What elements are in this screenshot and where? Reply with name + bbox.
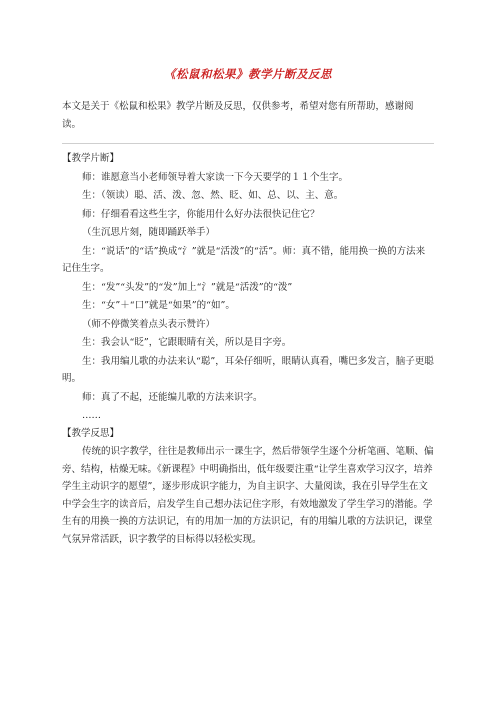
document-title: 《松鼠和松果》教学片断及反思 bbox=[164, 67, 332, 81]
fragment-line: 师：真了不起，还能编儿歌的方法来识字。 bbox=[82, 391, 263, 403]
document-body bbox=[62, 150, 434, 549]
intro-paragraph: 本文是关于《松鼠和松果》教学片断及反思，仅供参考，希望对您有所帮助，感谢阅读。 bbox=[62, 101, 414, 130]
fragment-line: （生沉思片刻，随即踊跃举手） bbox=[82, 227, 216, 238]
ellipsis-text: …… bbox=[82, 410, 101, 421]
fragment-line: 师：谁愿意当小老师领导着大家读一下今天要学的１１个生字。 bbox=[82, 171, 349, 183]
fragment-heading: 【教学片断】 bbox=[62, 153, 120, 164]
fragment-line: 生：我会认“眨”，它跟眼睛有关，所以是目字旁。 bbox=[82, 337, 292, 348]
reflection-paragraph: 传统的识字教学，往往是教师出示一课生字，然后带领学生逐个分析笔画、笔顺、偏旁、结构，枯燥无味。《新课程》中明确指出，低年级要注重“让学生喜欢学习汉字，培养学生主动识字的愿望”，逐步形成识字能力，为自主识字、大量阅读，我在引导学生在文中学会生字的读音后，启发学生自己想办法记住字形，有效地激发了学生学习的潜能。学生有的用换一换的方法识记，有的用加一加的方法识记，有的用编儿歌的方法识记，课堂气氛异常活跃，识字教学的目标得以轻松实现。 bbox=[62, 446, 434, 545]
section-divider bbox=[62, 143, 434, 144]
reflection-heading: 【教学反思】 bbox=[62, 427, 120, 439]
fragment-line: 生：“发”“头发”的“发”加上“氵”就是“活泼”的“泼” bbox=[82, 281, 293, 293]
fragment-line: 生：（领读）聪、活、泼、忽、然、眨、如、总、以、主、意。 bbox=[82, 190, 344, 201]
fragment-line: 生：“说话”的“话”换成“氵”就是“活泼”的“活”。师：真不错，能用换一换的方法来记住生字。 bbox=[62, 245, 426, 274]
fragment-line: 生：“女”＋“口”就是“如果”的“如”。 bbox=[82, 300, 235, 311]
fragment-line: 师：仔细看看这些生字，你能用什么好办法很快记住它？ bbox=[82, 208, 320, 220]
fragment-line: 生：我用编儿歌的办法来认“聪”，耳朵仔细听，眼睛认真看，嘴巴多发言，脑子更聪明。 bbox=[62, 355, 434, 384]
fragment-line: （师不停微笑着点头表示赞许） bbox=[82, 318, 216, 330]
